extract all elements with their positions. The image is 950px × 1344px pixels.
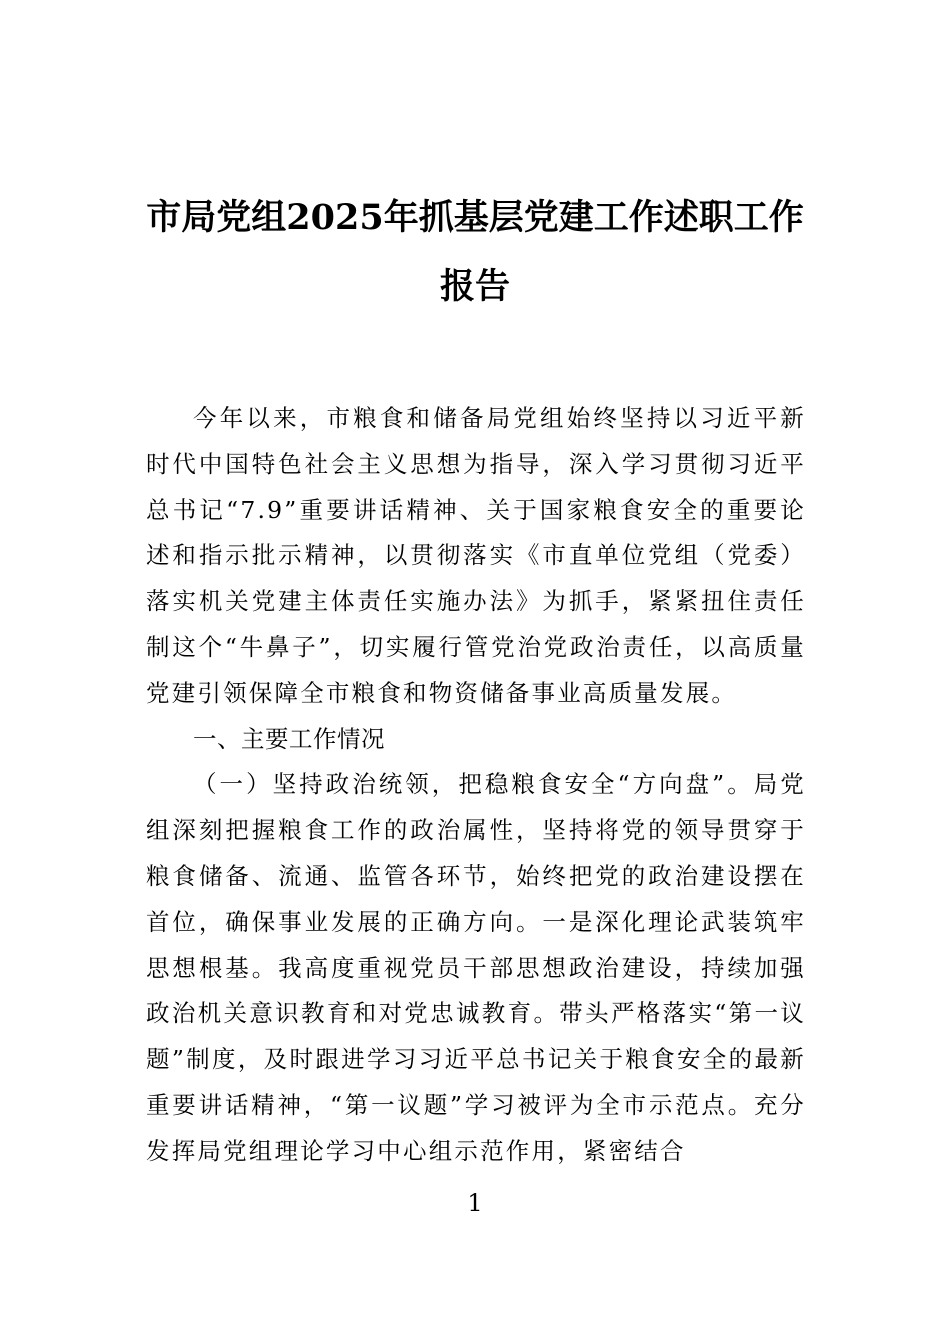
document-body — [146, 396, 806, 1175]
intro-paragraph: 今年以来，市粮食和储备局党组始终坚持以习近平新时代中国特色社会主义思想为指导，深入学习贯彻习近平总书记“7.9”重要讲话精神、关于国家粮食安全的重要论述和指示批示精神，以贯彻落实《市直单位党组（党委）落实机关党建主体责任实施办法》为抓手，紧紧扭住责任制这个“牛鼻子”，切实履行管党治党政治责任，以高质量党建引领保障全市粮食和物资储备事业高质量发展。 — [146, 404, 806, 707]
subsection-paragraph-political-leadership: （一）坚持政治统领，把稳粮食安全“方向盘”。局党组深刻把握粮食工作的政治属性，坚持将党的领导贯穿于粮食储备、流通、监管各环节，始终把党的政治建设摆在首位，确保事业发展的正确方向。一是深化理论武装筑牢思想根基。我高度重视党员干部思想政治建设，持续加强政治机关意识教育和对党忠诚教育。带头严格落实“第一议题”制度，及时跟进学习习近平总书记关于粮食安全的最新重要讲话精神，“第一议题”学习被评为全市示范点。充分发挥局党组理论学习中心组示范作用，紧密结合 — [146, 770, 806, 1165]
section-heading-main-work: 一、主要工作情况 — [193, 724, 385, 753]
document-title-line-2: 报告 — [439, 266, 510, 307]
page-number: 1 — [467, 1189, 483, 1217]
document-title-line-1: 市局党组2025年抓基层党建工作述职工作 — [146, 197, 804, 238]
